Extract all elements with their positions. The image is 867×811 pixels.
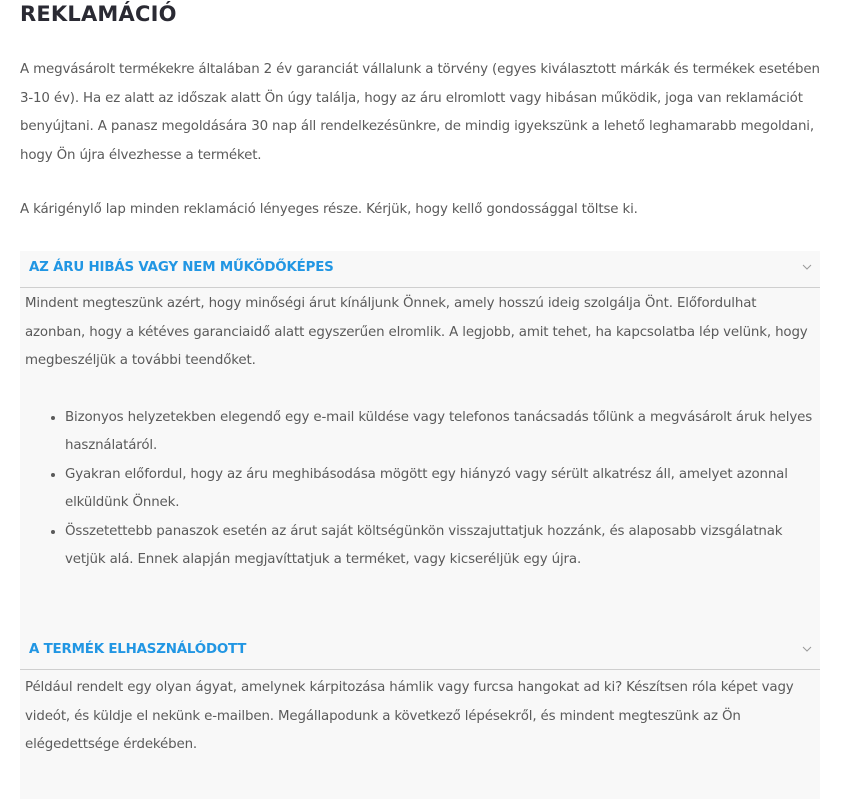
accordion-header-defective[interactable] bbox=[20, 251, 820, 288]
accordion-title: A TERMÉK ELHASZNÁLÓDOTT bbox=[29, 642, 247, 657]
claim-form-note: A kárigénylő lap minden reklamáció lényeges része. Kérjük, hogy kellő gondossággal töltse ki. bbox=[20, 202, 638, 217]
bullet-list bbox=[25, 404, 815, 575]
accordion-text: Mindent megteszünk azért, hogy minőségi árut kínáljunk Önnek, amely hosszú ideig szolgálja Önt. Előfordulhat azonban, hogy a kétéves garanciaidő alatt egyszerűen elromlik. A legjobb, amit tehet, ha kapcsolatba lép velünk, hogy megbeszéljük a további teendőket. bbox=[25, 296, 808, 368]
accordion-title: AZ ÁRU HIBÁS VAGY NEM MŰKÖDŐKÉPES bbox=[29, 260, 334, 275]
intro-paragraph: A megvásárolt termékekre általában 2 év garanciát vállalunk a törvény (egyes kiválasztott márkák és termékek esetében 3-10 év). Ha ez alatt az időszak alatt Ön úgy találja, hogy az áru elromlott vagy hibásan működik, joga van reklamációt benyújtani. A panasz megoldására 30 nap áll rendelkezésünkre, de mindig igyekszünk a lehető leghamarabb megoldani, hogy Ön újra élvezhesse a terméket. bbox=[20, 62, 820, 163]
accordion-body-defective bbox=[25, 290, 815, 575]
list-item: • Bizonyos helyzetekben elegendő egy e-mail küldése vagy telefonos tanácsadás tőlünk a megvásárolt áruk helyes használatáról. bbox=[65, 404, 815, 461]
accordion-text: Például rendelt egy olyan ágyat, amelynek kárpitozása hámlik vagy furcsa hangokat ad ki? Készítsen róla képet vagy videót, és küldje el nekünk e-mailben. Megállapodunk a következő lépésekről, és mindent megteszünk az Ön elégedettsége érdekében. bbox=[25, 680, 794, 752]
list-item: • Gyakran előfordul, hogy az áru meghibásodása mögött egy hiányzó vagy sérült alkatrész áll, amelyet azonnal elküldünk Önnek. bbox=[65, 461, 815, 518]
list-item: • Összetettebb panaszok esetén az árut saját költségünkön visszajuttatjuk hozzánk, és alaposabb vizsgálatnak vetjük alá. Ennek alapján megjavíttatjuk a terméket, vagy kicseréljük egy újra. bbox=[65, 518, 815, 575]
page-title: REKLAMÁCIÓ bbox=[20, 2, 177, 26]
accordion-header-worn-out[interactable] bbox=[20, 633, 820, 670]
accordion-body-worn-out bbox=[25, 674, 815, 760]
chevron-down-icon[interactable] bbox=[802, 262, 812, 272]
faq-accordion bbox=[20, 251, 820, 799]
chevron-down-icon[interactable] bbox=[802, 644, 812, 654]
